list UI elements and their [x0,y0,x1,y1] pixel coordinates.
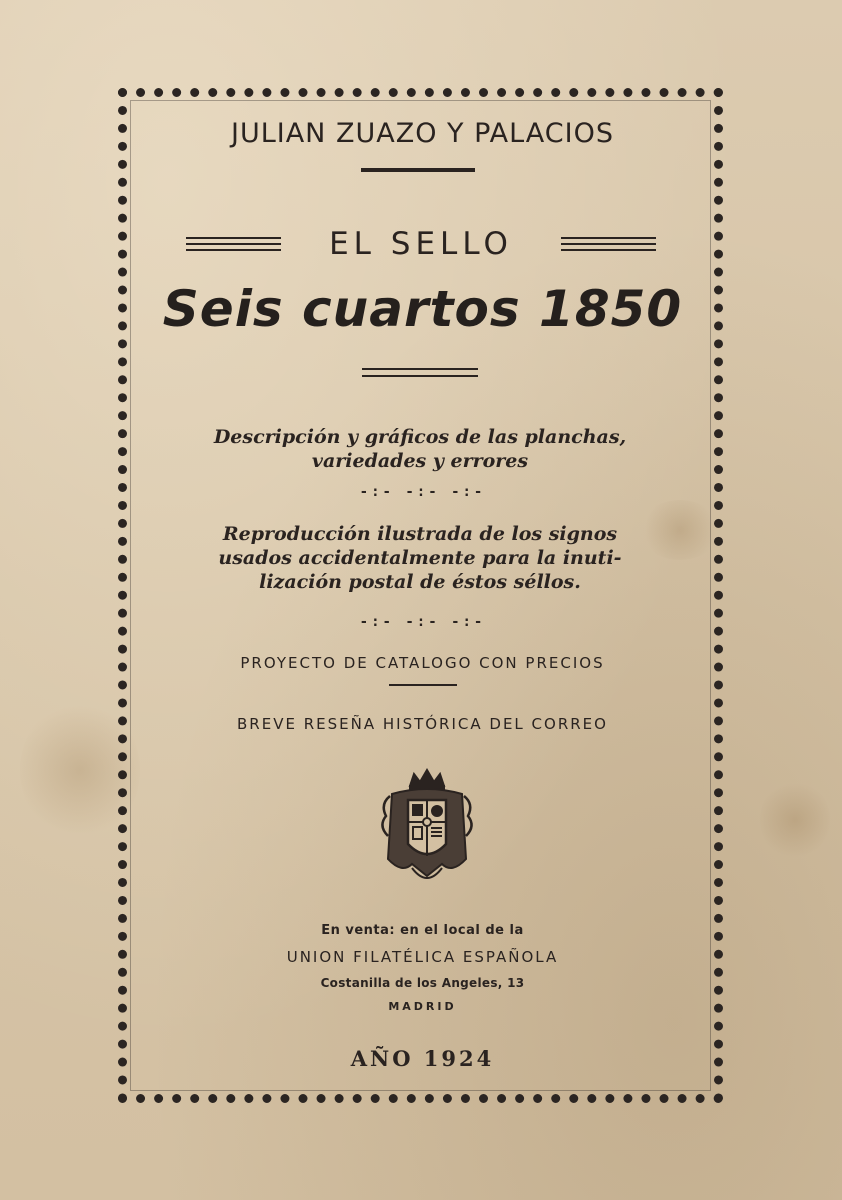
left-ornament-lines [186,237,281,251]
paper-stain [760,780,830,860]
publisher-city: MADRID [388,1000,457,1013]
author-name: JULIAN ZUAZO Y PALACIOS [230,118,614,149]
main-title: Seis cuartos 1850 [162,280,683,338]
catalog-heading: PROYECTO DE CATALOGO CON PRECIOS [240,654,605,672]
right-ornament-lines [561,237,656,251]
title-double-rule [362,368,478,377]
reproduction-paragraph [190,522,650,594]
reproduction-line: Reproducción ilustrada de los signos [222,523,618,545]
title-line-1: EL SELLO [329,226,513,262]
title-row [186,224,656,264]
history-heading: BREVE RESEÑA HISTÓRICA DEL CORREO [237,715,608,733]
publisher-name: UNION FILATÉLICA ESPAÑOLA [286,948,559,966]
reproduction-line: usados accidentalmente para la inuti- [218,547,622,569]
coat-of-arms-icon [372,764,482,892]
author-rule [361,168,475,172]
catalog-rule [389,684,457,686]
reproduction-line: lización postal de éstos séllos. [259,571,581,593]
sale-notice: En venta: en el local de la [321,923,524,938]
ornament-divider-2: -:- -:- -:- [359,614,486,630]
ornament-divider: -:- -:- -:- [359,484,486,500]
publication-year: AÑO 1924 [350,1046,495,1071]
description-paragraph [190,425,650,473]
publisher-address: Costanilla de los Angeles, 13 [320,976,525,990]
description-line: variedades y errores [311,450,529,472]
description-line: Descripción y gráficos de las planchas, [213,426,627,448]
